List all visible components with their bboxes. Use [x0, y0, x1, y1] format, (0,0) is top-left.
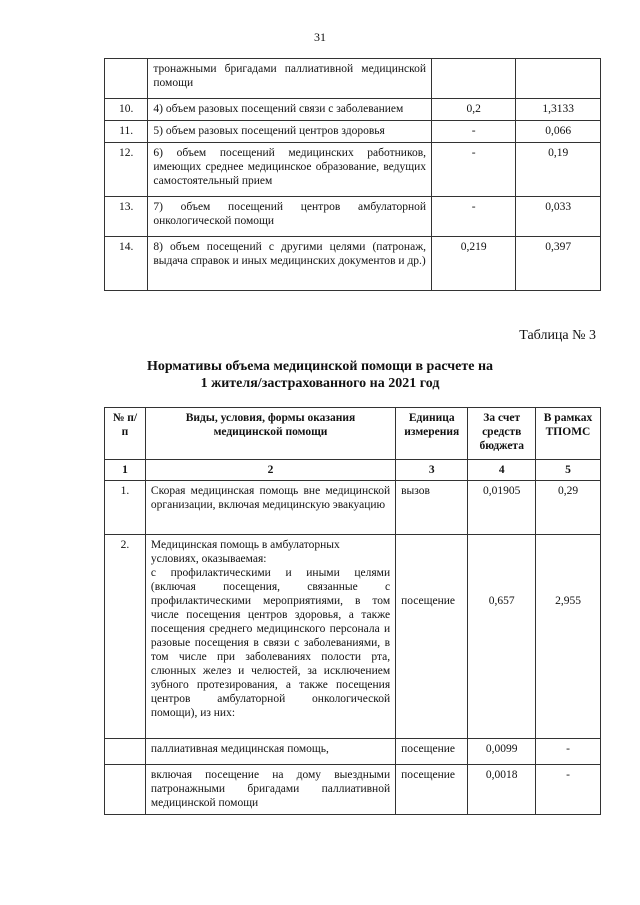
row-number: 11. — [105, 121, 148, 143]
budget-value: 0,0099 — [468, 739, 536, 765]
budget-value: 0,219 — [432, 237, 516, 291]
row-unit — [396, 535, 468, 739]
tpoms-value: 0,397 — [516, 237, 601, 291]
row-number: 14. — [105, 237, 148, 291]
table-row — [105, 535, 601, 739]
table-label: Таблица № 3 — [519, 328, 596, 343]
norms-table — [104, 407, 601, 815]
tpoms-value: 0,19 — [516, 143, 601, 197]
row-description: 8) объем посещений с другими целями (патронаж, выдача справок и иных медицинских документов и др.) — [148, 237, 432, 291]
row-description-detail: с профилактическими и иными целями (включая посещения, связанные с профилактическими мероприятиями, в том числе посещения центров здоровья, а также посещения среднего медицинского персонала и разовые посещения в связи с заболеваниями, в том числе при заболеваниях полости рта, слюнных желез и челюстей, за исключением зубного протезирования, а также посещения центров амбулаторной онкологической помощи), из них: — [150, 567, 391, 719]
continuation-table — [104, 58, 601, 291]
row-number: 10. — [105, 99, 148, 121]
table-title — [110, 358, 530, 392]
row-number — [105, 739, 146, 765]
tpoms-value — [516, 59, 601, 99]
header-budget: За счет средств бюджета — [468, 408, 536, 460]
tpoms-value: 0,29 — [536, 481, 601, 535]
row-description: 4) объем разовых посещений связи с заболеванием — [148, 99, 432, 121]
header-number: № п/п — [105, 408, 146, 460]
row-number: 13. — [105, 197, 148, 237]
table-row — [105, 121, 601, 143]
tpoms-value-text: 2,955 — [555, 595, 581, 607]
row-description: 6) объем посещений медицинских работников, имеющих среднее медицинское образование, ведущих самостоятельный прием — [148, 143, 432, 197]
row-unit: вызов — [396, 481, 468, 535]
title-line-2: 1 жителя/застрахованного на 2021 год — [200, 376, 440, 391]
header-type: Виды, условия, формы оказания медицинской помощи — [145, 408, 395, 460]
title-line-1: Нормативы объема медицинской помощи в расчете на — [146, 359, 494, 374]
row-description: включая посещение на дому выездными патронажными бригадами паллиативной медицинской помощи — [145, 765, 395, 815]
row-unit-text: посещение — [401, 595, 456, 607]
column-index: 3 — [396, 460, 468, 481]
budget-value: - — [432, 197, 516, 237]
row-description: тронажными бригадами паллиативной медицинской помощи — [148, 59, 432, 99]
row-number: 2. — [105, 535, 146, 739]
row-description: Скорая медицинская помощь вне медицинской организации, включая медицинскую эвакуацию — [145, 481, 395, 535]
header-row — [105, 408, 601, 460]
tpoms-value: - — [536, 765, 601, 815]
header-unit: Единица измерения — [396, 408, 468, 460]
column-index: 1 — [105, 460, 146, 481]
column-index: 5 — [536, 460, 601, 481]
budget-value: - — [432, 121, 516, 143]
row-unit: посещение — [396, 765, 468, 815]
tpoms-value — [536, 535, 601, 739]
table-row — [105, 143, 601, 197]
row-number: 12. — [105, 143, 148, 197]
column-index: 2 — [145, 460, 395, 481]
row-unit: посещение — [396, 739, 468, 765]
budget-value: 0,0018 — [468, 765, 536, 815]
table-row — [105, 59, 601, 99]
column-index: 4 — [468, 460, 536, 481]
row-description: 7) объем посещений центров амбулаторной онкологической помощи — [148, 197, 432, 237]
row-number: 1. — [105, 481, 146, 535]
column-index-row — [105, 460, 601, 481]
table-row — [105, 739, 601, 765]
table-row — [105, 99, 601, 121]
page-number: 31 — [314, 30, 326, 44]
table-row — [105, 197, 601, 237]
row-number — [105, 765, 146, 815]
tpoms-value: 1,3133 — [516, 99, 601, 121]
table-row — [105, 765, 601, 815]
budget-value-text: 0,657 — [488, 595, 515, 607]
tpoms-value: 0,066 — [516, 121, 601, 143]
row-description: 5) объем разовых посещений центров здоровья — [148, 121, 432, 143]
tpoms-value: 0,033 — [516, 197, 601, 237]
tpoms-value: - — [536, 739, 601, 765]
row-description: паллиативная медицинская помощь, — [145, 739, 395, 765]
budget-value: - — [432, 143, 516, 197]
header-tpoms: В рамках ТПОМС — [536, 408, 601, 460]
row-number — [105, 59, 148, 99]
budget-value: 0,01905 — [468, 481, 536, 535]
row-description — [145, 535, 395, 739]
table-row — [105, 237, 601, 291]
row-description-intro: Медицинская помощь в амбулаторных условиях, оказываемая: — [150, 539, 340, 565]
budget-value — [468, 535, 536, 739]
budget-value: 0,2 — [432, 99, 516, 121]
budget-value — [432, 59, 516, 99]
table-row — [105, 481, 601, 535]
